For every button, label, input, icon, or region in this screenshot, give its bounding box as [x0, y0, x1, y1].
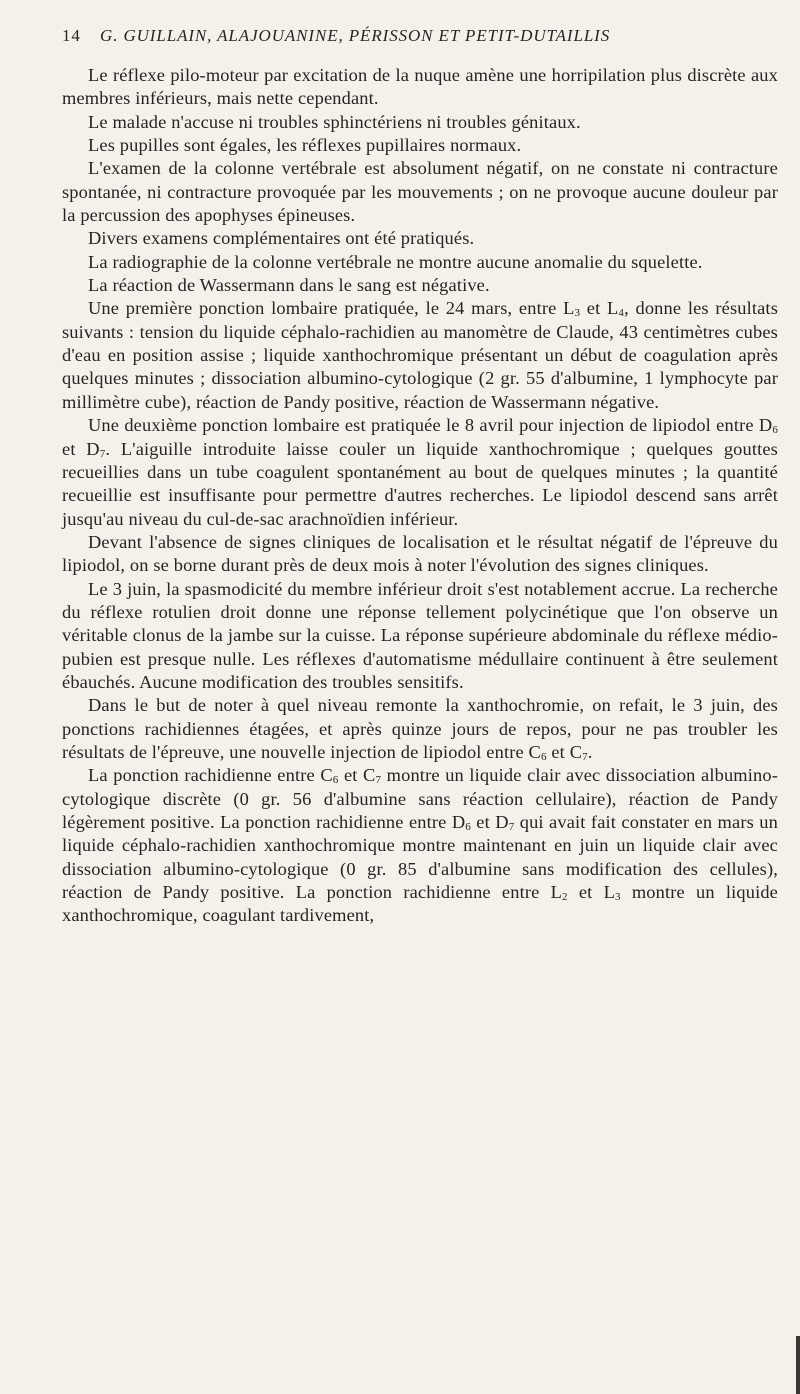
paragraph: L'examen de la colonne vertébrale est absolument négatif, on ne constate ni contracture spontanée, ni contracture provoquée par les mouvements ; on ne provoque aucune douleur par la percussion des apophyses épineuses.	[62, 158, 778, 226]
page-number: 14	[62, 26, 81, 45]
paragraph: Le malade n'accuse ni troubles sphinctériens ni troubles génitaux.	[88, 111, 581, 132]
paragraph: Une première ponction lombaire pratiquée, le 24 mars, entre $L_3$ et $L_4$, donne les résultats suivants : tension du liquide céphalo-rachidien au manomètre de Claude, 43 centimètres cubes d'eau en position assise ; liquide xanthochromique présentant un début de coagulation après quelques minutes ; dissociation albumino-cytologique (2 gr. 55 d'albumine, 1 lymphocyte par millimètre cube), réaction de Pandy positive, réaction de Wassermann négative.	[62, 298, 779, 412]
paragraph: Devant l'absence de signes cliniques de localisation et le résultat négatif de l'épreuve du lipiodol, on se borne durant près de deux mois à noter l'évolution des signes cliniques.	[62, 531, 778, 576]
paragraph: Les pupilles sont égales, les réflexes pupillaires normaux.	[88, 135, 522, 156]
paragraph: La réaction de Wassermann dans le sang est négative.	[88, 275, 490, 296]
running-head	[62, 26, 762, 46]
paragraph: La ponction rachidienne entre $C_6$ et $C_7$ montre un liquide clair avec dissociation albumino-cytologique discrète (0 gr. 56 d'albumine sans réaction cellulaire), réaction de Pandy légèrement positive. La ponction rachidienne entre $D_6$ et $D_7$ qui avait fait constater en mars un liquide céphalo-rachidien xanthochromique montre maintenant en juin un liquide clair avec dissociation albumino-cytologique (0 gr. 85 d'albumine sans modification des cellules), réaction de Pandy positive. La ponction rachidienne entre $L_2$ et $L_3$ montre un liquide xanthochromique, coagulant tardivement,	[62, 765, 778, 926]
paragraph: Le réflexe pilo-moteur par excitation de la nuque amène une horripilation plus discrète aux membres inférieurs, mais nette cependant.	[62, 65, 778, 109]
paragraph: Divers examens complémentaires ont été pratiqués.	[88, 228, 475, 249]
paragraph: Dans le but de noter à quel niveau remonte la xanthochromie, on refait, le 3 juin, des ponctions rachidiennes étagées, et après quinze jours de repos, pour ne pas troubler les résultats de l'épreuve, une nouvelle injection de lipiodol entre $C_6$ et $C_7$.	[62, 695, 778, 763]
page-edge-mark	[796, 1336, 800, 1394]
paragraph: La radiographie de la colonne vertébrale ne montre aucune anomalie du squelette.	[88, 251, 703, 272]
running-head-title: G. GUILLAIN, ALAJOUANINE, PÉRISSON ET PETIT-DUTAILLIS	[99, 26, 611, 45]
paragraph: Une deuxième ponction lombaire est pratiquée le 8 avril pour injection de lipiodol entre $D_6$ et $D_7$. L'aiguille introduite laisse couler un liquide xanthochromique ; quelques gouttes recueillies dans un tube coagulent spontanément au bout de quelques minutes ; la quantité recueillie est insuffisante pour permettre d'autres recherches. Le lipiodol descend sans arrêt jusqu'au niveau du cul-de-sac arachnoïdien inférieur.	[62, 415, 778, 529]
body-text	[62, 64, 778, 928]
paragraph: Le 3 juin, la spasmodicité du membre inférieur droit s'est notablement accrue. La recherche du réflexe rotulien droit donne une réponse tellement polycinétique que l'on observe un véritable clonus de la jambe sur la cuisse. La réponse supérieure abdominale du réflexe médio-pubien est presque nulle. Les réflexes d'automatisme médullaire continuent à être seulement ébauchés. Aucune modification des troubles sensitifs.	[62, 578, 778, 692]
